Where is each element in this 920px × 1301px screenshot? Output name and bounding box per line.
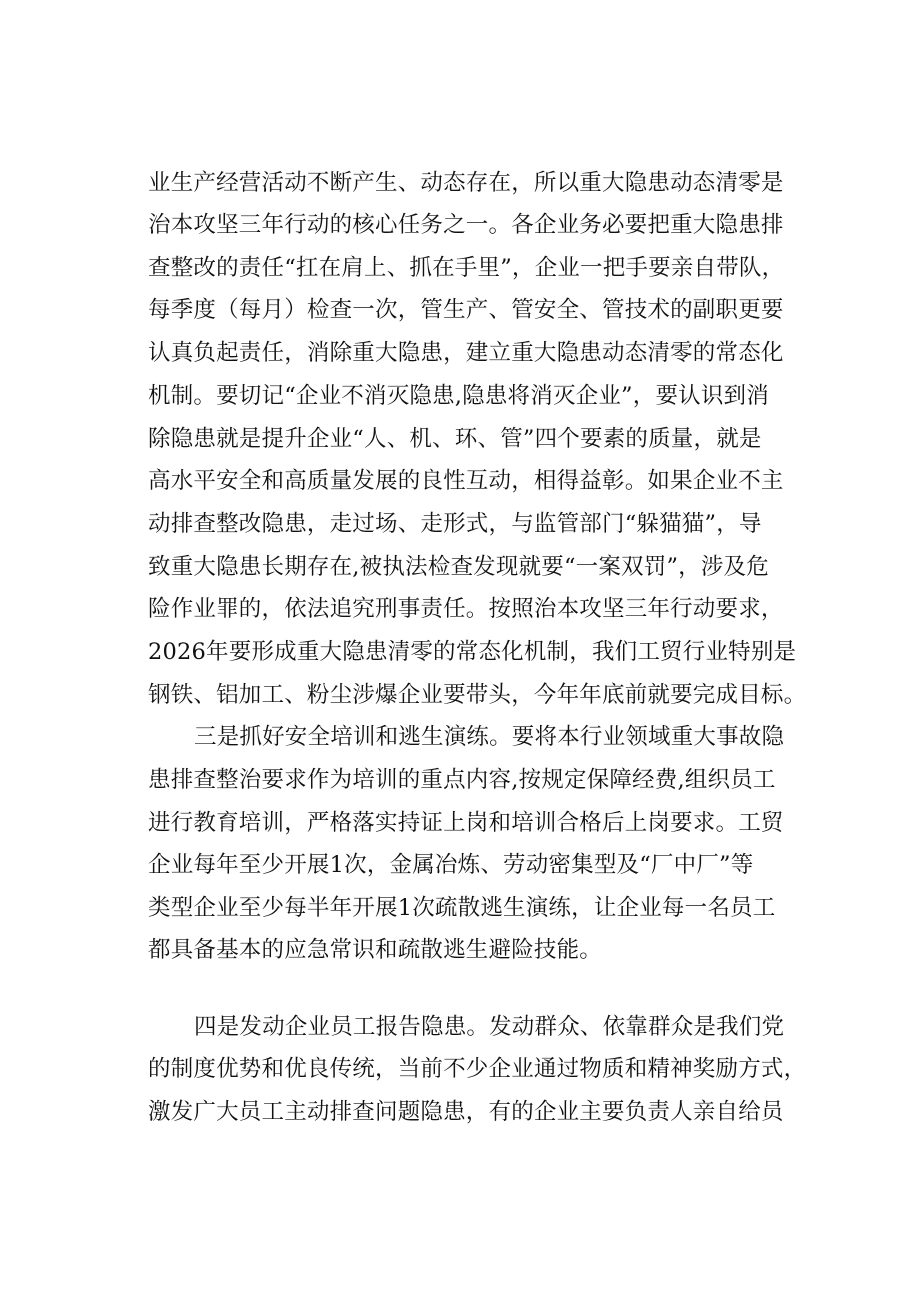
paragraph-first-line: 四是发动企业员工报告隐患。发动群众、依靠群众是我们党 (194, 1014, 785, 1040)
text-line: 高水平安全和高质量发展的良性互动，相得益彰。如果企业不主 (148, 468, 784, 494)
text-line: 患排查整治要求作为培训的重点内容,按规定保障经费,组织员工 (148, 767, 776, 793)
text-line: 认真负起责任，消除重大隐患，建立重大隐患动态清零的常态化 (148, 340, 784, 366)
text-line: 查整改的责任“扛在肩上、抓在手里”，企业一把手要亲自带队， (148, 255, 785, 281)
text-line: 除隐患就是提升企业“人、机、环、管”四个要素的质量，就是 (148, 426, 762, 452)
text-line: 2026年要形成重大隐患清零的常态化机制，我们工贸行业特别是 (148, 639, 797, 665)
text-line: 进行教育培训，严格落实持证上岗和培训合格后上岗要求。工贸 (148, 810, 784, 836)
text-line: 险作业罪的，依法追究刑事责任。按照治本攻坚三年行动要求， (148, 596, 784, 622)
text-line: 致重大隐患长期存在,被执法检查发现就要“一案双罚”，涉及危 (148, 554, 769, 580)
text-line: 类型企业至少每半年开展1次疏散逃生演练，让企业每一名员工 (148, 895, 776, 921)
text-line: 业生产经营活动不断产生、动态存在，所以重大隐患动态清零是 (148, 170, 784, 196)
text-line: 每季度（每月）检查一次，管生产、管安全、管技术的副职更要 (148, 297, 784, 323)
text-line: 治本攻坚三年行动的核心任务之一。各企业务必要把重大隐患排 (148, 212, 784, 238)
text-line: 的制度优势和优良传统，当前不少企业通过物质和精神奖励方式， (148, 1056, 807, 1082)
text-line: 激发广大员工主动排查问题隐患，有的企业主要负责人亲自给员 (148, 1099, 784, 1125)
text-line: 企业每年至少开展1次，金属冶炼、劳动密集型及“厂中厂”等 (148, 852, 754, 878)
text-line: 机制。要切记“企业不消灭隐患,隐患将消灭企业”，要认识到消 (148, 383, 769, 409)
paragraph-first-line: 三是抓好安全培训和逃生演练。要将本行业领域重大事故隐 (194, 724, 785, 750)
text-line: 都具备基本的应急常识和疏散逃生避险技能。 (148, 937, 603, 963)
text-line: 动排查整改隐患，走过场、走形式，与监管部门“躲猫猫”，导 (148, 511, 762, 537)
text-line: 钢铁、铝加工、粉尘涉爆企业要带头，今年年底前就要完成目标。 (148, 682, 807, 708)
